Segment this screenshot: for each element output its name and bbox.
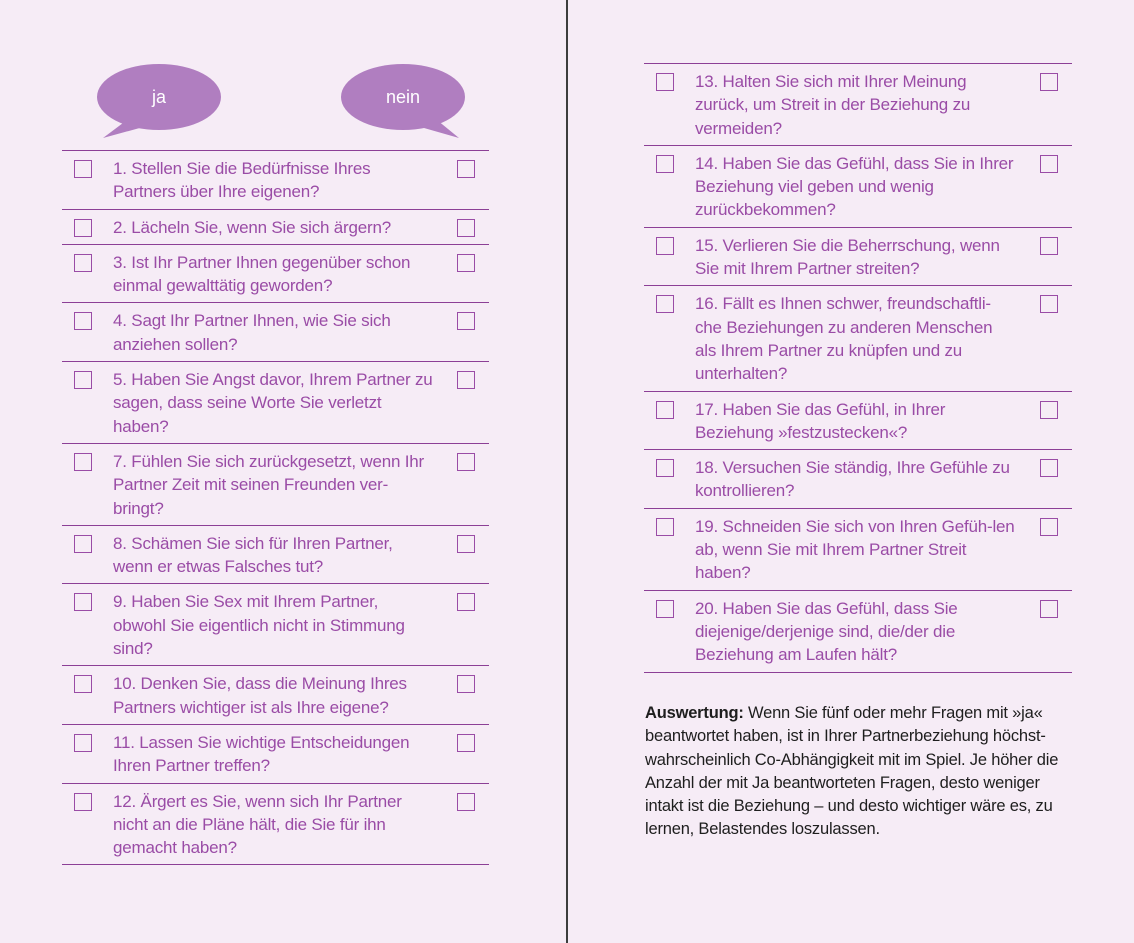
no-checkbox[interactable] xyxy=(457,675,475,693)
yes-checkbox[interactable] xyxy=(74,535,92,553)
no-checkbox[interactable] xyxy=(1040,295,1058,313)
question-row xyxy=(62,210,489,245)
evaluation-text: Wenn Sie fünf oder mehr Fragen mit »ja« beantwortet haben, ist in Ihrer Partnerbeziehung höchst-wahrscheinlich Co-Abhängigkeit mit im Spiel. Je höher die Anzahl der mit Ja beantworteten Fragen, desto weniger intakt ist die Beziehung – und desto wichtiger wäre es, zu lernen, Belastendes loszulassen. xyxy=(645,704,1059,839)
no-checkbox[interactable] xyxy=(457,312,475,330)
question-row xyxy=(644,64,1072,146)
question-row xyxy=(62,362,489,444)
no-speech-bubble xyxy=(341,64,465,130)
no-checkbox[interactable] xyxy=(1040,155,1058,173)
yes-checkbox[interactable] xyxy=(656,73,674,91)
page-spine xyxy=(566,0,568,943)
question-text: 1. Stellen Sie die Bedürfnisse Ihres Partners über Ihre eigenen? xyxy=(113,159,371,202)
no-checkbox[interactable] xyxy=(1040,237,1058,255)
question-row xyxy=(62,725,489,784)
no-checkbox[interactable] xyxy=(1040,459,1058,477)
question-row xyxy=(62,666,489,725)
yes-speech-bubble xyxy=(97,64,221,130)
yes-column-label: ja xyxy=(151,87,166,107)
question-text: 17. Haben Sie das Gefühl, in Ihrer Beziehung »festzustecken«? xyxy=(695,399,946,442)
yes-checkbox[interactable] xyxy=(656,600,674,618)
questions-left-column xyxy=(62,150,489,865)
questions-right-column xyxy=(644,63,1072,673)
question-row xyxy=(644,509,1072,591)
question-row xyxy=(62,245,489,304)
no-checkbox[interactable] xyxy=(1040,600,1058,618)
question-row xyxy=(62,303,489,362)
yes-checkbox[interactable] xyxy=(74,371,92,389)
no-checkbox[interactable] xyxy=(457,593,475,611)
no-checkbox[interactable] xyxy=(457,160,475,178)
yes-checkbox[interactable] xyxy=(74,219,92,237)
yes-checkbox[interactable] xyxy=(656,518,674,536)
yes-checkbox[interactable] xyxy=(74,675,92,693)
question-text: 8. Schämen Sie sich für Ihren Partner, wenn er etwas Falsches tut? xyxy=(113,533,393,577)
question-text: 12. Ärgert es Sie, wenn sich Ihr Partner nicht an die Pläne hält, die Sie für ihn gemacht haben? xyxy=(113,791,402,858)
question-row xyxy=(644,286,1072,391)
yes-checkbox[interactable] xyxy=(74,160,92,178)
no-checkbox[interactable] xyxy=(457,254,475,272)
no-checkbox[interactable] xyxy=(457,219,475,237)
question-row xyxy=(62,151,489,210)
yes-checkbox[interactable] xyxy=(656,401,674,419)
yes-checkbox[interactable] xyxy=(74,734,92,752)
question-text: 20. Haben Sie das Gefühl, dass Sie diejenige/derjenige sind, die/der die Beziehung am Laufen hält? xyxy=(695,598,958,665)
question-row xyxy=(644,450,1072,509)
question-text: 3. Ist Ihr Partner Ihnen gegenüber schon einmal gewalttätig geworden? xyxy=(113,252,411,296)
no-checkbox[interactable] xyxy=(457,453,475,471)
yes-checkbox[interactable] xyxy=(656,295,674,313)
question-text: 9. Haben Sie Sex mit Ihrem Partner, obwohl Sie eigentlich nicht in Stimmung sind? xyxy=(113,592,405,659)
evaluation-summary xyxy=(645,702,1075,842)
question-row xyxy=(62,444,489,526)
evaluation-label: Auswertung: xyxy=(645,704,744,722)
question-row xyxy=(62,584,489,666)
question-text: 19. Schneiden Sie sich von Ihren Gefüh-len ab, wenn Sie mit Ihrem Partner Streit haben? xyxy=(695,516,1015,583)
question-text: 10. Denken Sie, dass die Meinung Ihres Partners wichtiger ist als Ihre eigene? xyxy=(113,674,407,717)
no-checkbox[interactable] xyxy=(1040,518,1058,536)
yes-checkbox[interactable] xyxy=(656,237,674,255)
yes-checkbox[interactable] xyxy=(74,254,92,272)
yes-checkbox[interactable] xyxy=(74,593,92,611)
question-row xyxy=(644,591,1072,673)
question-text: 4. Sagt Ihr Partner Ihnen, wie Sie sich anziehen sollen? xyxy=(113,311,391,354)
question-text: 5. Haben Sie Angst davor, Ihrem Partner zu sagen, dass seine Worte Sie verletzt haben? xyxy=(113,370,433,436)
yes-checkbox[interactable] xyxy=(74,453,92,471)
no-checkbox[interactable] xyxy=(1040,73,1058,91)
no-checkbox[interactable] xyxy=(457,734,475,752)
no-checkbox[interactable] xyxy=(457,371,475,389)
yes-checkbox[interactable] xyxy=(74,793,92,811)
yes-checkbox[interactable] xyxy=(656,459,674,477)
question-text: 16. Fällt es Ihnen schwer, freundschaftli-che Beziehungen zu anderen Menschen als Ihrem Partner zu knüpfen und zu unterhalten? xyxy=(695,294,993,384)
question-row xyxy=(644,392,1072,451)
no-checkbox[interactable] xyxy=(457,793,475,811)
no-checkbox[interactable] xyxy=(1040,401,1058,419)
question-text: 13. Halten Sie sich mit Ihrer Meinung zurück, um Streit in der Beziehung zu vermeiden? xyxy=(695,72,971,138)
question-row xyxy=(644,146,1072,228)
question-row xyxy=(62,784,489,866)
no-column-label: nein xyxy=(385,87,421,107)
no-checkbox[interactable] xyxy=(457,535,475,553)
question-row xyxy=(62,526,489,585)
question-text: 11. Lassen Sie wichtige Entscheidungen Ihren Partner treffen? xyxy=(113,732,410,776)
question-text: 15. Verlieren Sie die Beherrschung, wenn Sie mit Ihrem Partner streiten? xyxy=(695,235,1000,279)
question-row xyxy=(644,228,1072,287)
question-text: 14. Haben Sie das Gefühl, dass Sie in Ihrer Beziehung viel geben und wenig zurückbekommen? xyxy=(695,153,1014,220)
question-text: 18. Versuchen Sie ständig, Ihre Gefühle zu kontrollieren? xyxy=(695,458,1010,501)
question-text: 7. Fühlen Sie sich zurückgesetzt, wenn Ihr Partner Zeit mit seinen Freunden ver-bringt? xyxy=(113,451,424,518)
yes-checkbox[interactable] xyxy=(656,155,674,173)
question-text: 2. Lächeln Sie, wenn Sie sich ärgern? xyxy=(113,217,391,237)
yes-checkbox[interactable] xyxy=(74,312,92,330)
